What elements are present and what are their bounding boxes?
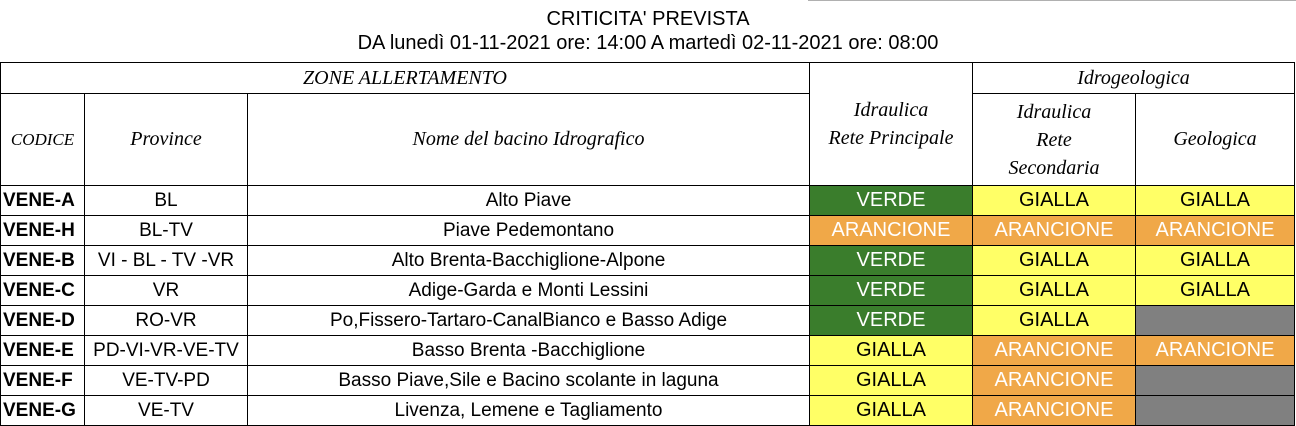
idraulica-secondaria-level: GIALLA <box>973 276 1136 306</box>
idraulica-secondaria-level: ARANCIONE <box>973 336 1136 366</box>
geologica-level <box>1136 396 1295 426</box>
idraulica-principale-level: VERDE <box>810 306 973 336</box>
geologica-level: GIALLA <box>1136 246 1295 276</box>
province-cell: VE-TV <box>85 396 248 426</box>
province-cell: VI - BL - TV -VR <box>85 246 248 276</box>
geologica-level: GIALLA <box>1136 276 1295 306</box>
zone-code-cell: VENE-F <box>1 366 85 396</box>
idraulica-principale-level: VERDE <box>810 186 973 216</box>
province-cell: VE-TV-PD <box>85 366 248 396</box>
table-row <box>1 276 1295 306</box>
idraulica-principale-level: VERDE <box>810 276 973 306</box>
zone-code-cell: VENE-G <box>1 396 85 426</box>
geologica-level: GIALLA <box>1136 186 1295 216</box>
codice-header: CODICE <box>1 94 85 186</box>
table-row <box>1 306 1295 336</box>
geologica-level: ARANCIONE <box>1136 216 1295 246</box>
bacino-cell: Adige-Garda e Monti Lessini <box>248 276 810 306</box>
idraulica-secondaria-header <box>973 94 1136 186</box>
table-row <box>1 246 1295 276</box>
report-header <box>0 0 1296 56</box>
idraulica-principale-line2: Rete Principale <box>828 127 954 149</box>
table-body <box>1 186 1295 426</box>
geologica-level <box>1136 366 1295 396</box>
zone-code-cell: VENE-D <box>1 306 85 336</box>
header-row-groups <box>1 63 1295 94</box>
idraulica-principale-level: VERDE <box>810 246 973 276</box>
table-row <box>1 366 1295 396</box>
table-row <box>1 396 1295 426</box>
bacino-header: Nome del bacino Idrografico <box>248 94 810 186</box>
bacino-cell: Basso Piave,Sile e Bacino scolante in laguna <box>248 366 810 396</box>
bacino-cell: Alto Piave <box>248 186 810 216</box>
report-title: CRITICITA' PREVISTA <box>546 8 750 30</box>
zone-header: ZONE ALLERTAMENTO <box>1 63 810 94</box>
geologica-level <box>1136 306 1295 336</box>
table-row <box>1 186 1295 216</box>
idraulica-secondaria-level: GIALLA <box>973 246 1136 276</box>
table-row <box>1 216 1295 246</box>
idraulica-principale-level: ARANCIONE <box>810 216 973 246</box>
idraulica-secondaria-line2: Rete <box>1036 128 1072 151</box>
bacino-cell: Livenza, Lemene e Tagliamento <box>248 396 810 426</box>
idraulica-secondaria-level: ARANCIONE <box>973 216 1136 246</box>
province-cell: RO-VR <box>85 306 248 336</box>
idraulica-secondaria-level: GIALLA <box>973 306 1136 336</box>
idraulica-principale-header <box>810 63 973 186</box>
top-rule <box>808 0 1296 1</box>
table-row <box>1 336 1295 366</box>
zone-code-cell: VENE-C <box>1 276 85 306</box>
report-period: DA lunedì 01-11-2021 ore: 14:00 A martedì 02-11-2021 ore: 08:00 <box>357 32 939 54</box>
idraulica-secondaria-level: ARANCIONE <box>973 366 1136 396</box>
bacino-cell: Piave Pedemontano <box>248 216 810 246</box>
idraulica-principale-line1: Idraulica <box>853 99 929 121</box>
province-cell: BL <box>85 186 248 216</box>
geologica-level: ARANCIONE <box>1136 336 1295 366</box>
idraulica-principale-level: GIALLA <box>810 366 973 396</box>
idraulica-secondaria-level: ARANCIONE <box>973 396 1136 426</box>
zone-code-cell: VENE-H <box>1 216 85 246</box>
geologica-header: Geologica <box>1136 94 1295 186</box>
province-cell: BL-TV <box>85 216 248 246</box>
header-row-columns <box>1 94 1295 186</box>
bacino-cell: Basso Brenta -Bacchiglione <box>248 336 810 366</box>
zone-code-cell: VENE-E <box>1 336 85 366</box>
criticality-table <box>0 62 1295 426</box>
idraulica-principale-level: GIALLA <box>810 336 973 366</box>
province-header: Province <box>85 94 248 186</box>
idraulica-secondaria-line1: Idraulica <box>1016 100 1092 123</box>
zone-code-cell: VENE-A <box>1 186 85 216</box>
zone-code-cell: VENE-B <box>1 246 85 276</box>
province-cell: PD-VI-VR-VE-TV <box>85 336 248 366</box>
bacino-cell: Po,Fissero-Tartaro-CanalBianco e Basso Adige <box>248 306 810 336</box>
bacino-cell: Alto Brenta-Bacchiglione-Alpone <box>248 246 810 276</box>
idraulica-secondaria-level: GIALLA <box>973 186 1136 216</box>
idraulica-secondaria-line3: Secondaria <box>1008 156 1100 179</box>
province-cell: VR <box>85 276 248 306</box>
idraulica-principale-level: GIALLA <box>810 396 973 426</box>
idrogeologica-header: Idrogeologica <box>973 63 1295 94</box>
